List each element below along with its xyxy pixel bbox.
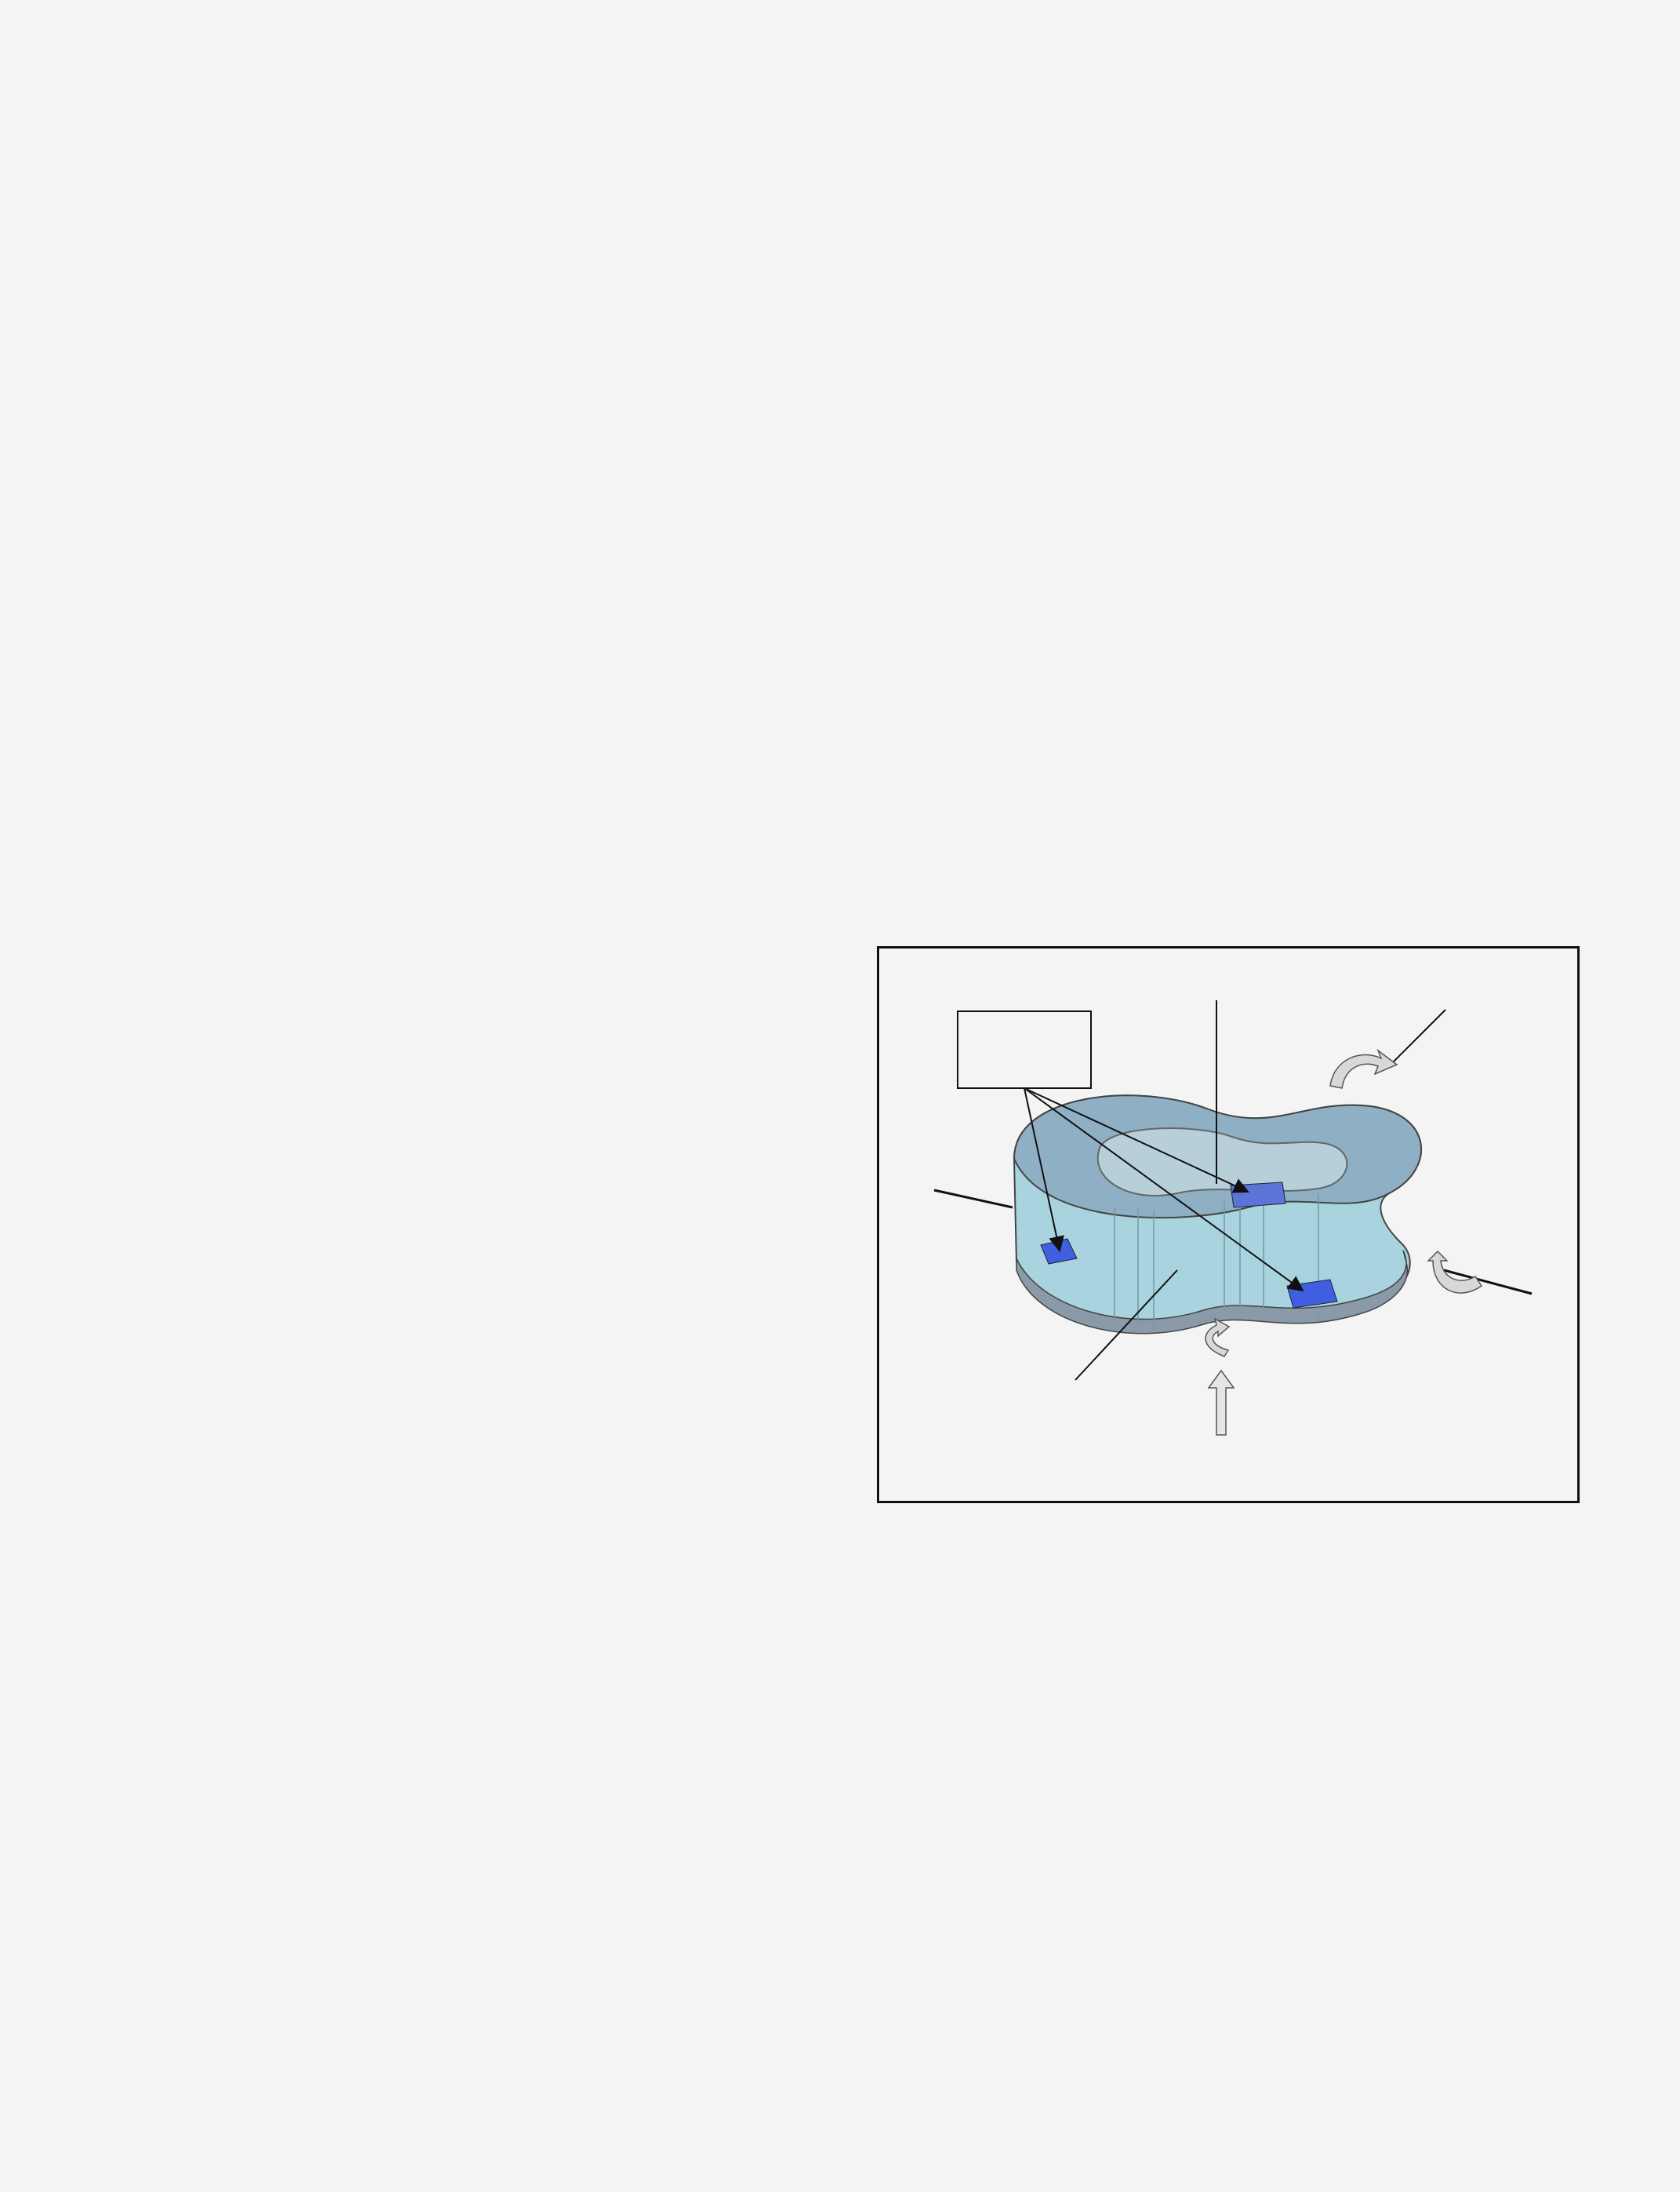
- force-sensors-box: [958, 1011, 1091, 1088]
- lateral-bending-arrow-icon: [1330, 1050, 1397, 1088]
- edisc-diagram: [879, 949, 1582, 1506]
- compression-arrow-icon: [1209, 1371, 1234, 1435]
- axis-line-left: [934, 1190, 1013, 1207]
- sensor-center: [1231, 1182, 1285, 1207]
- figure-1: [877, 946, 1580, 1503]
- anterior-leader: [1393, 1010, 1445, 1062]
- torsion-arrow-icon: [1205, 1319, 1229, 1356]
- left-column: [98, 924, 804, 952]
